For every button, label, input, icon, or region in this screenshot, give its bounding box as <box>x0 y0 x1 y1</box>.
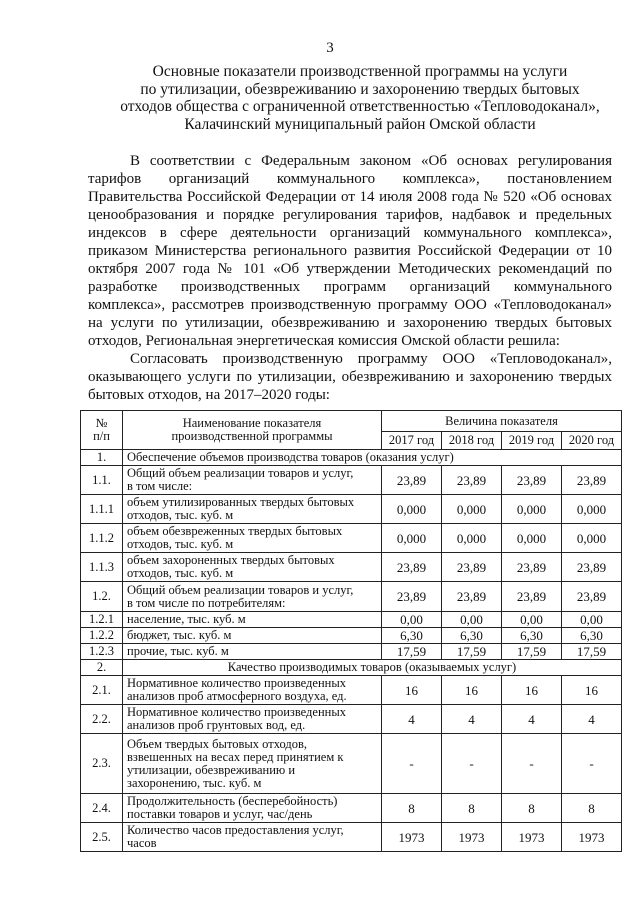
value-cell: 23,89 <box>382 553 442 582</box>
header-value: Величина показателя <box>382 411 622 432</box>
value-cell: - <box>562 734 622 794</box>
row-num: 1.1.2 <box>81 524 123 553</box>
value-cell: 0,00 <box>502 612 562 628</box>
paragraph-decision: В соответствии с Федеральным законом «Об основах регулирования тарифов организаций коммунального комплекса», постановлением Правительства Российской Федерации от 14 июля 2008 года № 520 «Об основах ценообразования и порядке регулирования тарифов, надбавок и предельных индексов в сфере деятельности организаций коммунального комплекса», приказом Министерства регионального развития Российской Федерации от 10 октября 2007 года № 101 «Об утверждении Методических рекомендаций по разработке производственных программ организаций коммунального комплекса», рассмотрев производственную программу ООО «Тепловодоканал» на услуги по утилизации, обезвреживанию и захоронению твердых бытовых отходов, Региональная энергетическая комиссия Омской области решила: <box>88 153 612 349</box>
section-num: 2. <box>81 660 123 676</box>
table-row <box>81 734 622 794</box>
value-cell: 23,89 <box>562 553 622 582</box>
document-body <box>88 152 612 404</box>
row-num: 2.1. <box>81 676 123 705</box>
section-title: Качество производимых товаров (оказываемых услуг) <box>123 660 622 676</box>
value-cell: 4 <box>442 705 502 734</box>
value-cell: 16 <box>562 676 622 705</box>
indicator-name: Нормативное количество произведенных анализов проб атмосферного воздуха, ед. <box>123 676 382 705</box>
indicator-name: Количество часов предоставления услуг, часов <box>123 823 382 852</box>
value-cell: 4 <box>502 705 562 734</box>
indicator-name: прочие, тыс. куб. м <box>123 644 382 660</box>
value-cell: 8 <box>562 794 622 823</box>
value-cell: 8 <box>502 794 562 823</box>
row-num: 1.1.3 <box>81 553 123 582</box>
value-cell: 4 <box>382 705 442 734</box>
value-cell: 0,000 <box>562 524 622 553</box>
value-cell: 17,59 <box>502 644 562 660</box>
value-cell: 23,89 <box>382 466 442 495</box>
title-line: по утилизации, обезвреживанию и захоронению твердых бытовых <box>140 80 580 98</box>
paragraph-approve: Согласовать производственную программу ООО «Тепловодоканал», оказывающего услуги по утилизации, обезвреживанию и захоронению твердых бытовых отходов, на 2017–2020 годы: <box>88 351 612 403</box>
row-num: 1.1.1 <box>81 495 123 524</box>
value-cell: 16 <box>442 676 502 705</box>
value-cell: 0,00 <box>382 612 442 628</box>
value-cell: 0,000 <box>382 495 442 524</box>
table-row <box>81 495 622 524</box>
value-cell: 0,00 <box>562 612 622 628</box>
value-cell: 6,30 <box>502 628 562 644</box>
indicators-table <box>80 410 622 852</box>
header-name: Наименование показателя производственной программы <box>123 411 382 450</box>
value-cell: 1973 <box>502 823 562 852</box>
row-num: 2.3. <box>81 734 123 794</box>
indicator-name: Общий объем реализации товаров и услуг, в том числе: <box>123 466 382 495</box>
indicator-name: Объем твердых бытовых отходов, взвешенных на весах перед принятием к утилизации, обезвреживанию и захоронению, тыс. куб. м <box>123 734 382 794</box>
indicator-name: Нормативное количество произведенных анализов проб грунтовых вод, ед. <box>123 705 382 734</box>
row-num: 1.1. <box>81 466 123 495</box>
value-cell: 23,89 <box>502 466 562 495</box>
row-num: 2.5. <box>81 823 123 852</box>
value-cell: 0,000 <box>502 495 562 524</box>
value-cell: 6,30 <box>562 628 622 644</box>
indicator-name: объем захороненных твердых бытовых отходов, тыс. куб. м <box>123 553 382 582</box>
title-line: Калачинский муниципальный район Омской области <box>184 115 536 133</box>
row-num: 1.2.3 <box>81 644 123 660</box>
value-cell: 4 <box>562 705 622 734</box>
value-cell: 6,30 <box>442 628 502 644</box>
row-num: 1.2.2 <box>81 628 123 644</box>
value-cell: 0,000 <box>382 524 442 553</box>
value-cell: - <box>442 734 502 794</box>
table-row <box>81 524 622 553</box>
row-num: 2.2. <box>81 705 123 734</box>
table-row <box>81 553 622 582</box>
row-num: 1.2.1 <box>81 612 123 628</box>
value-cell: 23,89 <box>562 466 622 495</box>
header-year: 2017 год <box>382 432 442 450</box>
header-year: 2019 год <box>502 432 562 450</box>
table-row <box>81 612 622 628</box>
table-row <box>81 582 622 612</box>
table-row <box>81 705 622 734</box>
value-cell: 1973 <box>442 823 502 852</box>
value-cell: 6,30 <box>382 628 442 644</box>
row-num: 1.2. <box>81 582 123 612</box>
table-row <box>81 676 622 705</box>
indicator-name: бюджет, тыс. куб. м <box>123 628 382 644</box>
value-cell: 1973 <box>382 823 442 852</box>
value-cell: 0,000 <box>442 524 502 553</box>
title-line: Основные показатели производственной программы на услуги <box>152 63 568 80</box>
indicator-name: Общий объем реализации товаров и услуг, в том числе по потребителям: <box>123 582 382 612</box>
value-cell: 23,89 <box>442 582 502 612</box>
indicator-name: объем утилизированных твердых бытовых отходов, тыс. куб. м <box>123 495 382 524</box>
header-year: 2020 год <box>562 432 622 450</box>
table-row <box>81 466 622 495</box>
header-year: 2018 год <box>442 432 502 450</box>
value-cell: 16 <box>502 676 562 705</box>
row-num: 2.4. <box>81 794 123 823</box>
value-cell: 1973 <box>562 823 622 852</box>
value-cell: - <box>502 734 562 794</box>
indicator-name: объем обезвреженных твердых бытовых отходов, тыс. куб. м <box>123 524 382 553</box>
header-num: № п/п <box>81 411 123 450</box>
value-cell: 23,89 <box>562 582 622 612</box>
value-cell: 23,89 <box>442 466 502 495</box>
value-cell: 0,00 <box>442 612 502 628</box>
section-num: 1. <box>81 450 123 466</box>
section-title: Обеспечение объемов производства товаров (оказания услуг) <box>123 450 622 466</box>
page-number: 3 <box>326 40 334 56</box>
value-cell: 8 <box>442 794 502 823</box>
value-cell: 0,000 <box>562 495 622 524</box>
indicator-name: население, тыс. куб. м <box>123 612 382 628</box>
document-title <box>95 63 625 133</box>
value-cell: 17,59 <box>442 644 502 660</box>
value-cell: 8 <box>382 794 442 823</box>
value-cell: 0,000 <box>502 524 562 553</box>
title-line: отходов общества с ограниченной ответственностью «Тепловодоканал», <box>120 98 600 115</box>
value-cell: 23,89 <box>502 553 562 582</box>
value-cell: 23,89 <box>502 582 562 612</box>
value-cell: - <box>382 734 442 794</box>
table-row <box>81 628 622 644</box>
value-cell: 23,89 <box>382 582 442 612</box>
table-row <box>81 794 622 823</box>
table-row <box>81 644 622 660</box>
value-cell: 17,59 <box>562 644 622 660</box>
value-cell: 0,000 <box>442 495 502 524</box>
value-cell: 23,89 <box>442 553 502 582</box>
value-cell: 16 <box>382 676 442 705</box>
value-cell: 17,59 <box>382 644 442 660</box>
indicator-name: Продолжительность (бесперебойность) поставки товаров и услуг, час/день <box>123 794 382 823</box>
table-row <box>81 823 622 852</box>
